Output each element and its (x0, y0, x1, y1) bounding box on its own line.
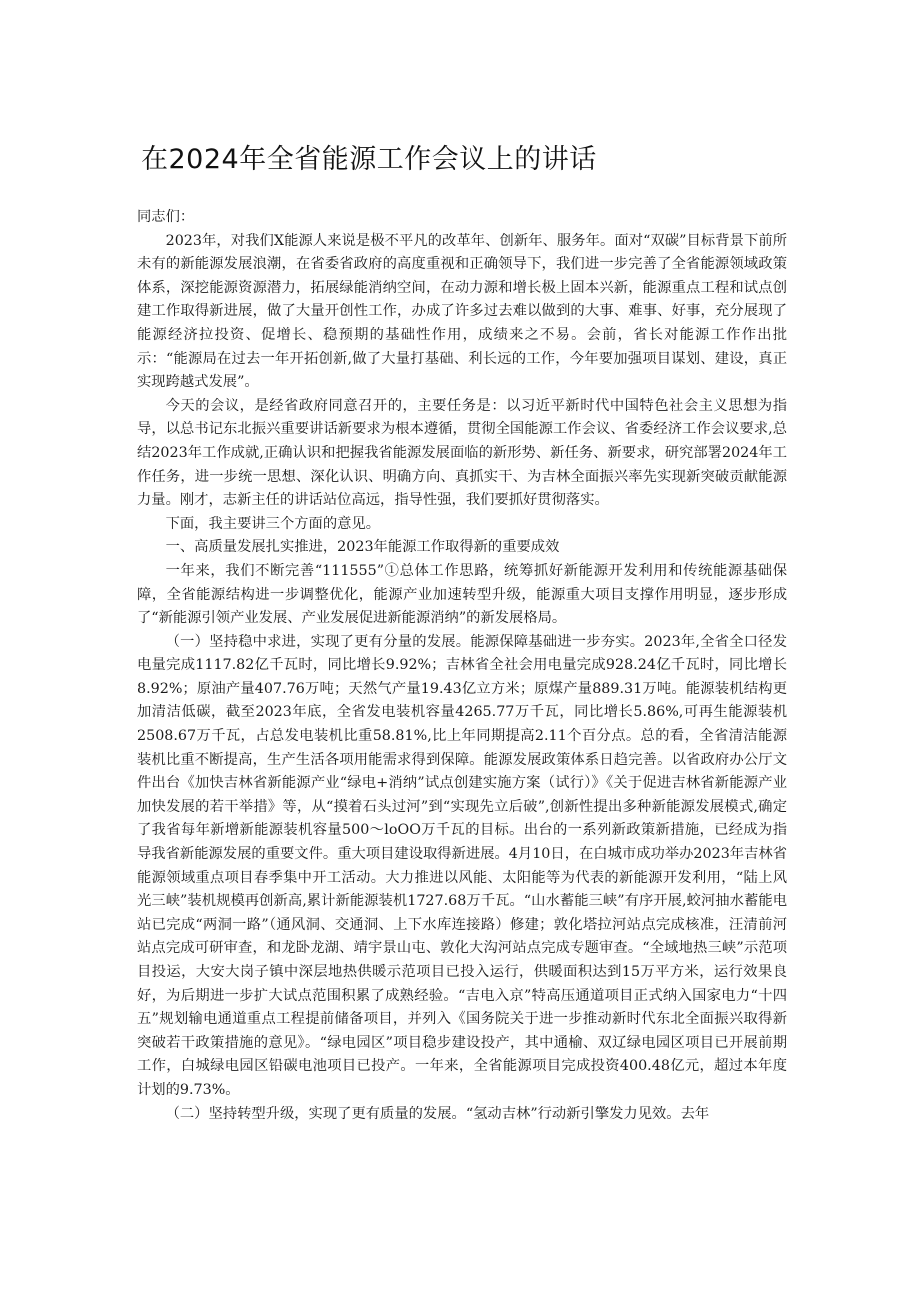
paragraph-subsection-1: （一）坚持稳中求进，实现了更有分量的发展。能源保障基础进一步夯实。2023年,全省全口径发电量完成1117.82亿千瓦时，同比增长9.92%；吉林省全社会用电量完成928.24亿千瓦时，同比增长8.92%；原油产量407.76万吨；天然气产量19.43亿立方米；原煤产量889.31万吨。能源装机结构更加清洁低碳，截至2023年底，全省发电装机容量4265.77万千瓦，同比增长5.86%,可再生能源装机2508.67万千瓦，占总发电装机比重58.81%,比上年同期提高2.11个百分点。总的看，全省清洁能源装机比重不断提高，生产生活各项用能需求得到保障。能源发展政策体系日趋完善。以省政府办公厅文件出台《加快吉林省新能源产业“绿电+消纳”试点创建实施方案（试行）》《关于促进吉林省新能源产业加快发展的若干举措》等，从“摸着石头过河”到“实现先立后破”,创新性提出多种新能源发展模式,确定了我省每年新增新能源装机容量500～loOO万千瓦的目标。出台的一系列新政策新措施，已经成为指导我省新能源发展的重要文件。重大项目建设取得新进展。4月10日，在白城市成功举办2023年吉林省能源领域重点项目春季集中开工活动。大力推进以风能、太阳能等为代表的新能源开发利用，“陆上风光三峡”装机规模再创新高,累计新能源装机1727.68万千瓦。“山水蓄能三峡”有序开展,蛟河抽水蓄能电站已完成“两洞一路”（通风洞、交通洞、上下水库连接路）修建；敦化塔拉河站点完成核准，汪清前河站点完成可研审查，和龙卧龙湖、靖宇景山屯、敦化大沟河站点完成专题审查。“全域地热三峡”示范项目投运，大安大岗子镇中深层地热供暖示范项目已投入运行，供暖面积达到15万平方米，运行效果良好，为后期进一步扩大试点范围积累了成熟经验。“吉电入京”特高压通道项目正式纳入国家电力“十四五”规划输电通道重点工程提前储备项目，并列入《国务院关于进一步推动新时代东北全面振兴取得新突破若干政策措施的意见》。“绿电园区”项目稳步建设投产，其中通榆、双辽绿电园区项目已开展前期工作，白城绿电园区铅碳电池项目已投产。一年来，全省能源项目完成投资400.48亿元，超过本年度计划的9.73%。 (137, 633, 787, 1098)
paragraph-outline: 下面，我主要讲三个方面的意见。 (165, 515, 381, 532)
section-heading-1: 一、高质量发展扎实推进，2023年能源工作取得新的重要成效 (165, 539, 560, 556)
paragraph-meeting-tasks: 今天的会议，是经省政府同意召开的，主要任务是：以习近平新时代中国特色社会主义思想为指导，以总书记东北振兴重要讲话新要求为根本遵循，贯彻全国能源工作会议、省委经济工作会议要求,总结2023年工作成就,正确认识和把握我省能源发展面临的新形势、新任务、新要求，研究部署2024年工作任务，进一步统一思想、深化认识、明确方向、真抓实干、为吉林全面振兴率先实现新突破贡献能源力量。刚才，志新主任的讲话站位高远，指导性强，我们要抓好贯彻落实。 (137, 397, 787, 509)
paragraph-subsection-2: （二）坚持转型升级，实现了更有质量的发展。“氢动吉林”行动新引擎发力见效。去年 (165, 1105, 710, 1122)
paragraph-overview: 一年来，我们不断完善“111555”①总体工作思路，统筹抓好新能源开发利用和传统能源基础保障，全省能源结构进一步调整优化，能源产业加速转型升级，能源重大项目支撑作用明显，逐步形成了“新能源引领产业发展、产业发展促进新能源消纳”的新发展格局。 (137, 562, 787, 627)
document-title: 在2024年全省能源工作会议上的讲话 (141, 144, 597, 175)
document-page (137, 140, 787, 1126)
paragraph-review-2023: 2023年，对我们X能源人来说是极不平凡的改革年、创新年、服务年。面对“双碳”目标背景下前所未有的新能源发展浪潮，在省委省政府的高度重视和正确领导下，我们进一步完善了全省能源领域政策体系，深挖能源资源潜力，拓展绿能消纳空间，在动力源和增长极上固本兴新，能源重点工程和试点创建工作取得新进展，做了大量开创性工作，办成了许多过去难以做到的大事、难事、好事，充分展现了能源经济拉投资、促增长、稳预期的基础性作用，成绩来之不易。会前，省长对能源工作作出批示：“能源局在过去一年开拓创新,做了大量打基础、利长远的工作，今年要加强项目谋划、建设，真正实现跨越式发展”。 (137, 232, 787, 391)
salutation: 同志们： (137, 209, 195, 225)
